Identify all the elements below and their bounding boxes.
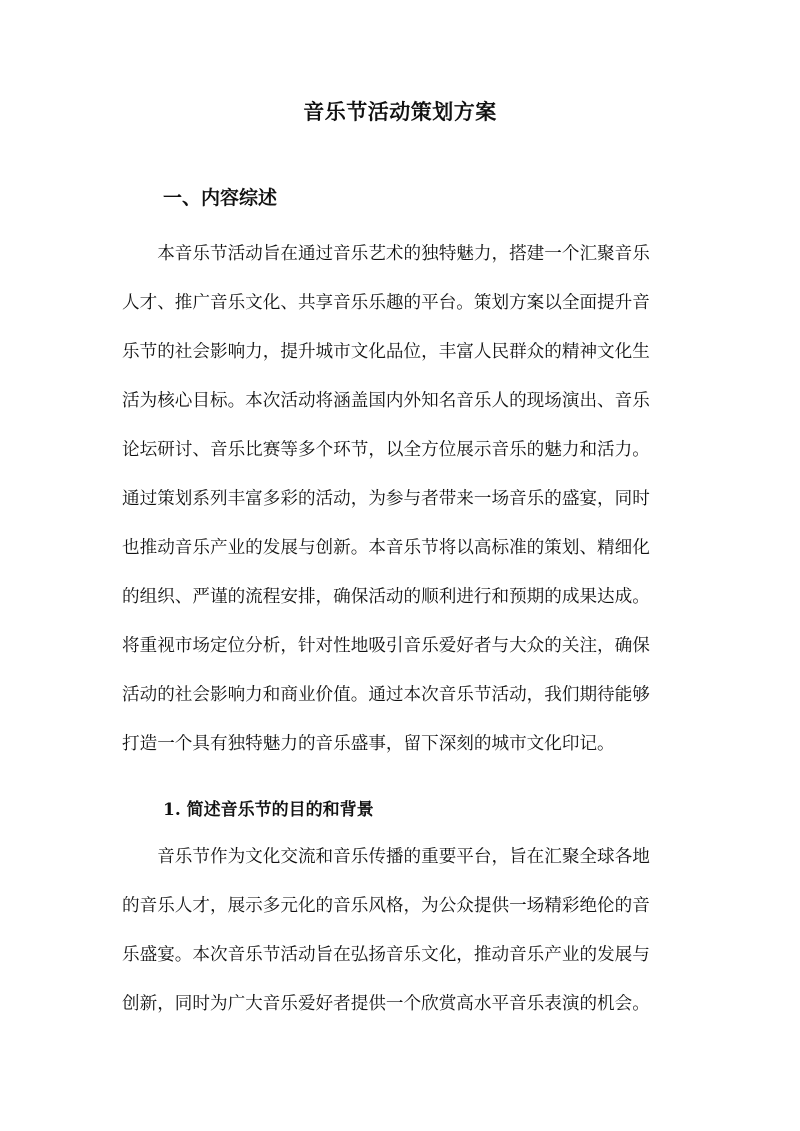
paragraph-line: 的音乐人才，展示多元化的音乐风格，为公众提供一场精彩绝伦的音 xyxy=(122,896,650,916)
document-title: 音乐节活动策划方案 xyxy=(303,99,497,124)
paragraph-line: 本音乐节活动旨在通过音乐艺术的独特魅力，搭建一个汇聚音乐 xyxy=(122,244,650,264)
subsection-heading-purpose: 1. 简述音乐节的目的和背景 xyxy=(163,800,374,820)
paragraph-line: 也推动音乐产业的发展与创新。本音乐节将以高标准的策划、精细化 xyxy=(122,538,650,558)
paragraph-line: 通过策划系列丰富多彩的活动，为参与者带来一场音乐的盛宴，同时 xyxy=(122,489,650,509)
paragraph-line: 乐盛宴。本次音乐节活动旨在弘扬音乐文化，推动音乐产业的发展与 xyxy=(122,945,650,965)
section-heading-overview: 一、内容综述 xyxy=(163,187,278,209)
paragraph-line: 人才、推广音乐文化、共享音乐乐趣的平台。策划方案以全面提升音 xyxy=(122,293,650,313)
paragraph-line: 打造一个具有独特魅力的音乐盛事，留下深刻的城市文化印记。 xyxy=(122,734,615,754)
paragraph-line: 活为核心目标。本次活动将涵盖国内外知名音乐人的现场演出、音乐 xyxy=(122,391,650,411)
intro-paragraph xyxy=(122,230,692,769)
background-paragraph xyxy=(122,833,692,1029)
paragraph-line: 创新，同时为广大音乐爱好者提供一个欣赏高水平音乐表演的机会。 xyxy=(122,994,650,1014)
paragraph-line: 论坛研讨、音乐比赛等多个环节，以全方位展示音乐的魅力和活力。 xyxy=(122,440,650,460)
paragraph-line: 的组织、严谨的流程安排，确保活动的顺利进行和预期的成果达成。 xyxy=(122,587,650,607)
paragraph-line: 将重视市场定位分析，针对性地吸引音乐爱好者与大众的关注，确保 xyxy=(122,636,650,656)
paragraph-line: 乐节的社会影响力，提升城市文化品位，丰富人民群众的精神文化生 xyxy=(122,342,650,362)
paragraph-line: 音乐节作为文化交流和音乐传播的重要平台，旨在汇聚全球各地 xyxy=(122,847,650,867)
paragraph-line: 活动的社会影响力和商业价值。通过本次音乐节活动，我们期待能够 xyxy=(122,685,650,705)
